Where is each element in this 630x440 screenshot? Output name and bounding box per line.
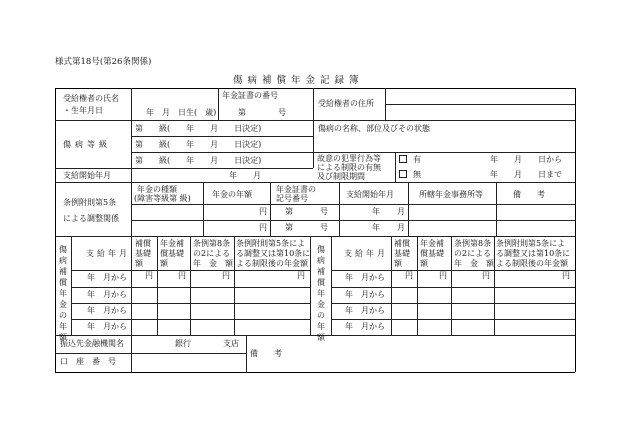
month-from-cell[interactable]: 年 月から — [87, 290, 127, 299]
disease-description-label: 傷病の名称、部位及びその状態 — [318, 124, 430, 133]
adjusted-amount-header: 条例附則第5条によ — [236, 239, 306, 248]
restriction-label: による制限の有無 — [317, 163, 381, 172]
basic-amount-header: 額 — [135, 259, 143, 268]
cert-number-header: 記号番号 — [276, 194, 308, 203]
month-from-cell[interactable]: 年 月から — [345, 273, 385, 282]
account-number-label: 口座番号 — [60, 357, 124, 366]
basic-amount-header: 基礎 — [135, 249, 151, 258]
article8-amount-header: 年 金 額 — [193, 259, 233, 268]
pension-basic-header: 額 — [160, 259, 168, 268]
restriction-from-field[interactable]: 年 月 日から — [490, 155, 562, 164]
restriction-to-field[interactable]: 年 月 日まで — [490, 170, 562, 179]
year-unit: 年 — [372, 207, 380, 216]
pension-basic-header: 年金補 — [420, 239, 444, 248]
payment-start-field[interactable]: 年 月 — [229, 171, 261, 180]
year-unit: 年 — [372, 223, 380, 232]
pension-basic-header: 償基礎 — [160, 249, 184, 258]
pension-basic-header: 償基礎 — [420, 249, 444, 258]
dai-unit: 第 — [285, 223, 293, 232]
article8-amount-header: 年 金 額 — [454, 259, 494, 268]
adjusted-amount-header: よる制限後の年金額 — [236, 259, 308, 268]
month-from-cell[interactable]: 年 月から — [87, 306, 127, 315]
restriction-no-checkbox[interactable] — [399, 170, 407, 178]
month-unit: 月 — [397, 207, 405, 216]
restriction-yes-checkbox[interactable] — [399, 155, 407, 163]
go-unit: 号 — [320, 223, 328, 232]
basic-amount-header: 補償 — [394, 239, 410, 248]
recipient-name-label: 受給権者の氏名 — [63, 94, 119, 103]
go-unit: 号 — [320, 207, 328, 216]
grade-line[interactable]: 第 級( 年 月 日決定) — [135, 124, 262, 133]
yen-unit: 円 — [297, 271, 305, 280]
article8-amount-header: 条例第8条 — [193, 239, 231, 248]
cert-number-header: 年金証書の — [276, 185, 316, 194]
month-from-cell[interactable]: 年 月から — [345, 322, 385, 331]
basic-amount-header: 基礎 — [394, 249, 410, 258]
article8-amount-header: の2による — [193, 249, 231, 258]
start-month-header: 支給開始年月 — [346, 190, 394, 199]
article8-amount-header: の2による — [454, 249, 492, 258]
adjusted-amount-header: る調整又は第10条に — [236, 249, 311, 258]
restriction-label: 及び制限期間 — [317, 172, 365, 181]
yen-unit: 円 — [482, 271, 490, 280]
month-from-cell[interactable]: 年 月から — [87, 322, 127, 331]
remarks-header: 備 考 — [513, 190, 545, 199]
form-number: 様式第18号(第26条関係) — [55, 57, 152, 67]
month-from-cell[interactable]: 年 月から — [87, 273, 127, 282]
page-title: 傷病補償年金記録簿 — [233, 75, 364, 86]
pension-amount-header: 年金の年額 — [212, 190, 252, 199]
month-from-cell[interactable]: 年 月から — [345, 306, 385, 315]
bank-remarks-label: 備 考 — [250, 349, 282, 358]
yen-unit: 円 — [259, 223, 267, 232]
yen-unit: 円 — [178, 271, 186, 280]
grade-line[interactable]: 第 級( 年 月 日決定) — [135, 156, 262, 165]
adjusted-amount-header: よる制限後の年金額 — [496, 259, 568, 268]
payment-start-label: 支給開始年月 — [63, 171, 111, 180]
yen-unit: 円 — [145, 271, 153, 280]
basic-amount-header: 額 — [394, 259, 402, 268]
pension-basic-header: 年金補 — [160, 239, 184, 248]
month-from-cell[interactable]: 年 月から — [345, 290, 385, 299]
yen-unit: 円 — [562, 271, 570, 280]
restriction-label: 故意の犯罪行為等 — [317, 154, 381, 163]
recipient-address-label: 受給権者の住所 — [318, 99, 374, 108]
pension-cert-number-field[interactable]: 第 号 — [238, 108, 286, 117]
payment-month-header: 支給年月 — [344, 249, 388, 258]
pension-cert-number-label: 年金証書の番号 — [222, 91, 278, 100]
bank-branch-field[interactable]: 銀行 支店 — [175, 339, 239, 348]
birth-date-field[interactable]: 年 月 日生( 歳) — [146, 108, 217, 117]
article8-amount-header: 条例第8条 — [454, 239, 492, 248]
payment-month-header: 支給年月 — [86, 249, 130, 258]
restriction-no-label: 無 — [413, 170, 421, 179]
yen-unit: 円 — [405, 271, 413, 280]
adjusted-amount-header: る調整又は第10条に — [496, 249, 571, 258]
recipient-birth-label: ・生年月日 — [63, 106, 103, 115]
payment-side-label: 傷病補償年金の年額 — [59, 245, 67, 342]
payment-side-label: 傷病補償年金の年額 — [317, 245, 325, 342]
disability-grade-label: 傷病等級 — [63, 140, 111, 149]
month-unit: 月 — [397, 223, 405, 232]
yen-unit: 円 — [439, 271, 447, 280]
basic-amount-header: 補償 — [135, 239, 151, 248]
adjustment-label: 条例附則第5条 — [63, 198, 117, 207]
yen-unit: 円 — [259, 207, 267, 216]
pension-basic-header: 額 — [420, 259, 428, 268]
adjustment-label: による調整関係 — [63, 214, 119, 223]
dai-unit: 第 — [285, 207, 293, 216]
pension-type-header: 年金の種類 — [137, 185, 177, 194]
pension-type-header: (障害等級第 級) — [134, 194, 191, 203]
adjusted-amount-header: 条例附則第5条によ — [496, 239, 566, 248]
restriction-yes-label: 有 — [413, 155, 421, 164]
yen-unit: 円 — [222, 271, 230, 280]
grade-line[interactable]: 第 級( 年 月 日決定) — [135, 140, 262, 149]
bank-name-label: 振込先金融機関名 — [60, 339, 124, 348]
pension-office-header: 所轄年金事務所等 — [419, 190, 483, 199]
